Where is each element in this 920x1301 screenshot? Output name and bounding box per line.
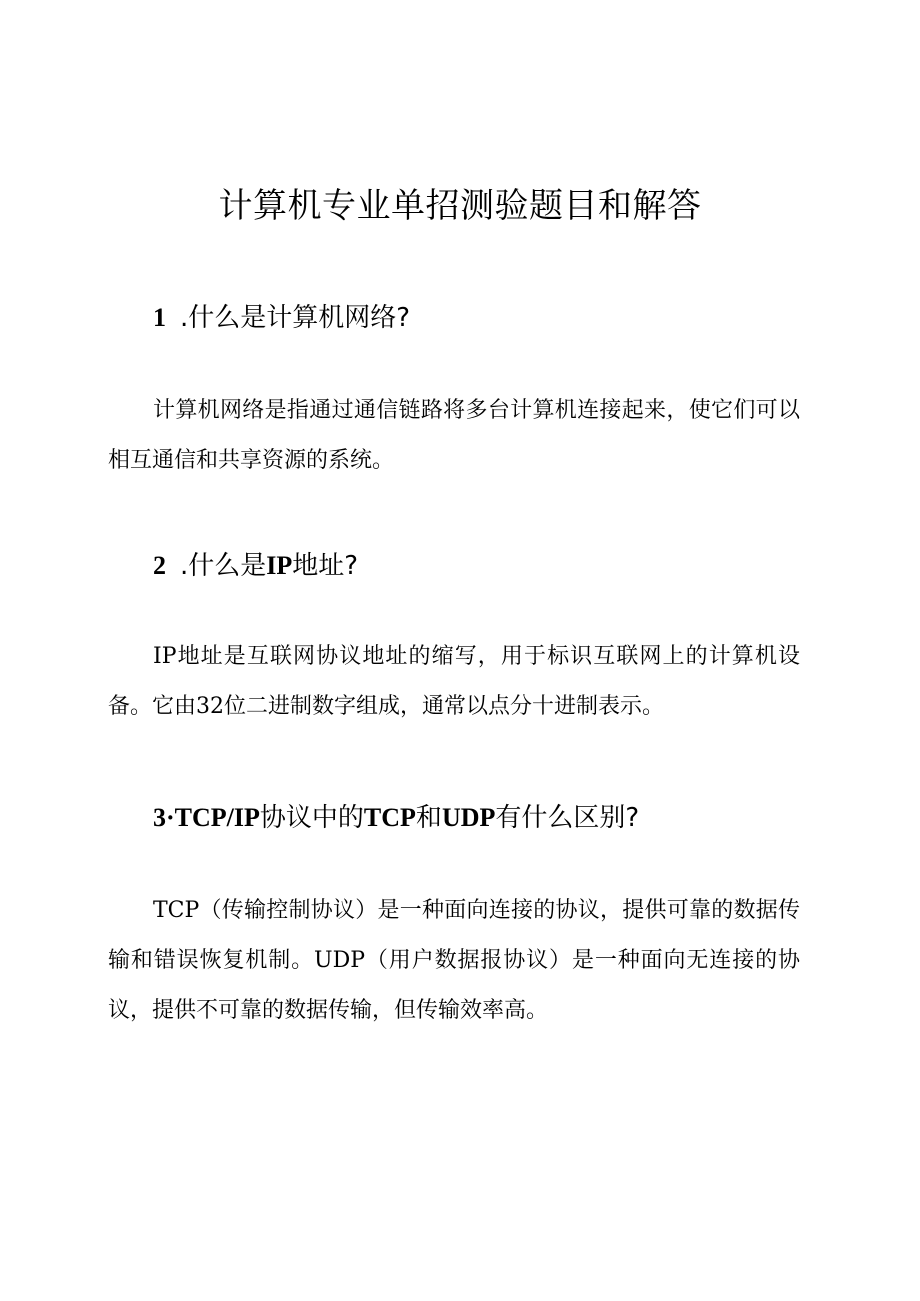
answer-paragraph-1: 计算机网络是指通过通信链路将多台计算机连接起来，使它们可以相互通信和共享资源的系统。 bbox=[108, 398, 800, 473]
answer-paragraph-2: IP地址是互联网协议地址的缩写，用于标识互联网上的计算机设备。它由32位二进制数字组成，通常以点分十进制表示。 bbox=[108, 644, 800, 719]
question-number: 1 bbox=[153, 303, 166, 332]
question-text: 什么是 bbox=[188, 551, 267, 581]
question-section-2 bbox=[108, 545, 808, 732]
question-section-3 bbox=[108, 797, 808, 1036]
question-term: IP bbox=[266, 551, 293, 580]
question-term: UDP bbox=[441, 803, 496, 832]
question-heading-2 bbox=[108, 545, 808, 582]
answer-paragraph-3: TCP（传输控制协议）是一种面向连接的协议，提供可靠的数据传输和错误恢复机制。UDP（用户数据报协议）是一种面向无连接的协议，提供不可靠的数据传输，但传输效率高。 bbox=[108, 898, 800, 1023]
question-number: 3 bbox=[153, 803, 166, 832]
question-separator: . bbox=[180, 551, 189, 581]
question-number: 2 bbox=[153, 551, 166, 580]
document-title: 计算机专业单招测验题目和解答 bbox=[218, 186, 702, 226]
question-term: TCP/IP bbox=[174, 803, 260, 832]
question-heading-3 bbox=[108, 797, 808, 834]
question-text: 和 bbox=[415, 803, 442, 833]
question-section-1 bbox=[108, 297, 808, 486]
question-text: 有什么区别? bbox=[495, 803, 640, 833]
question-text: 地址? bbox=[292, 551, 359, 581]
question-separator: . bbox=[180, 303, 189, 333]
question-text: 协议中的 bbox=[259, 803, 364, 833]
question-term: TCP bbox=[363, 803, 416, 832]
question-text: 什么是计算机网络? bbox=[188, 303, 411, 333]
question-heading-1 bbox=[108, 297, 808, 334]
question-separator: · bbox=[166, 803, 175, 832]
